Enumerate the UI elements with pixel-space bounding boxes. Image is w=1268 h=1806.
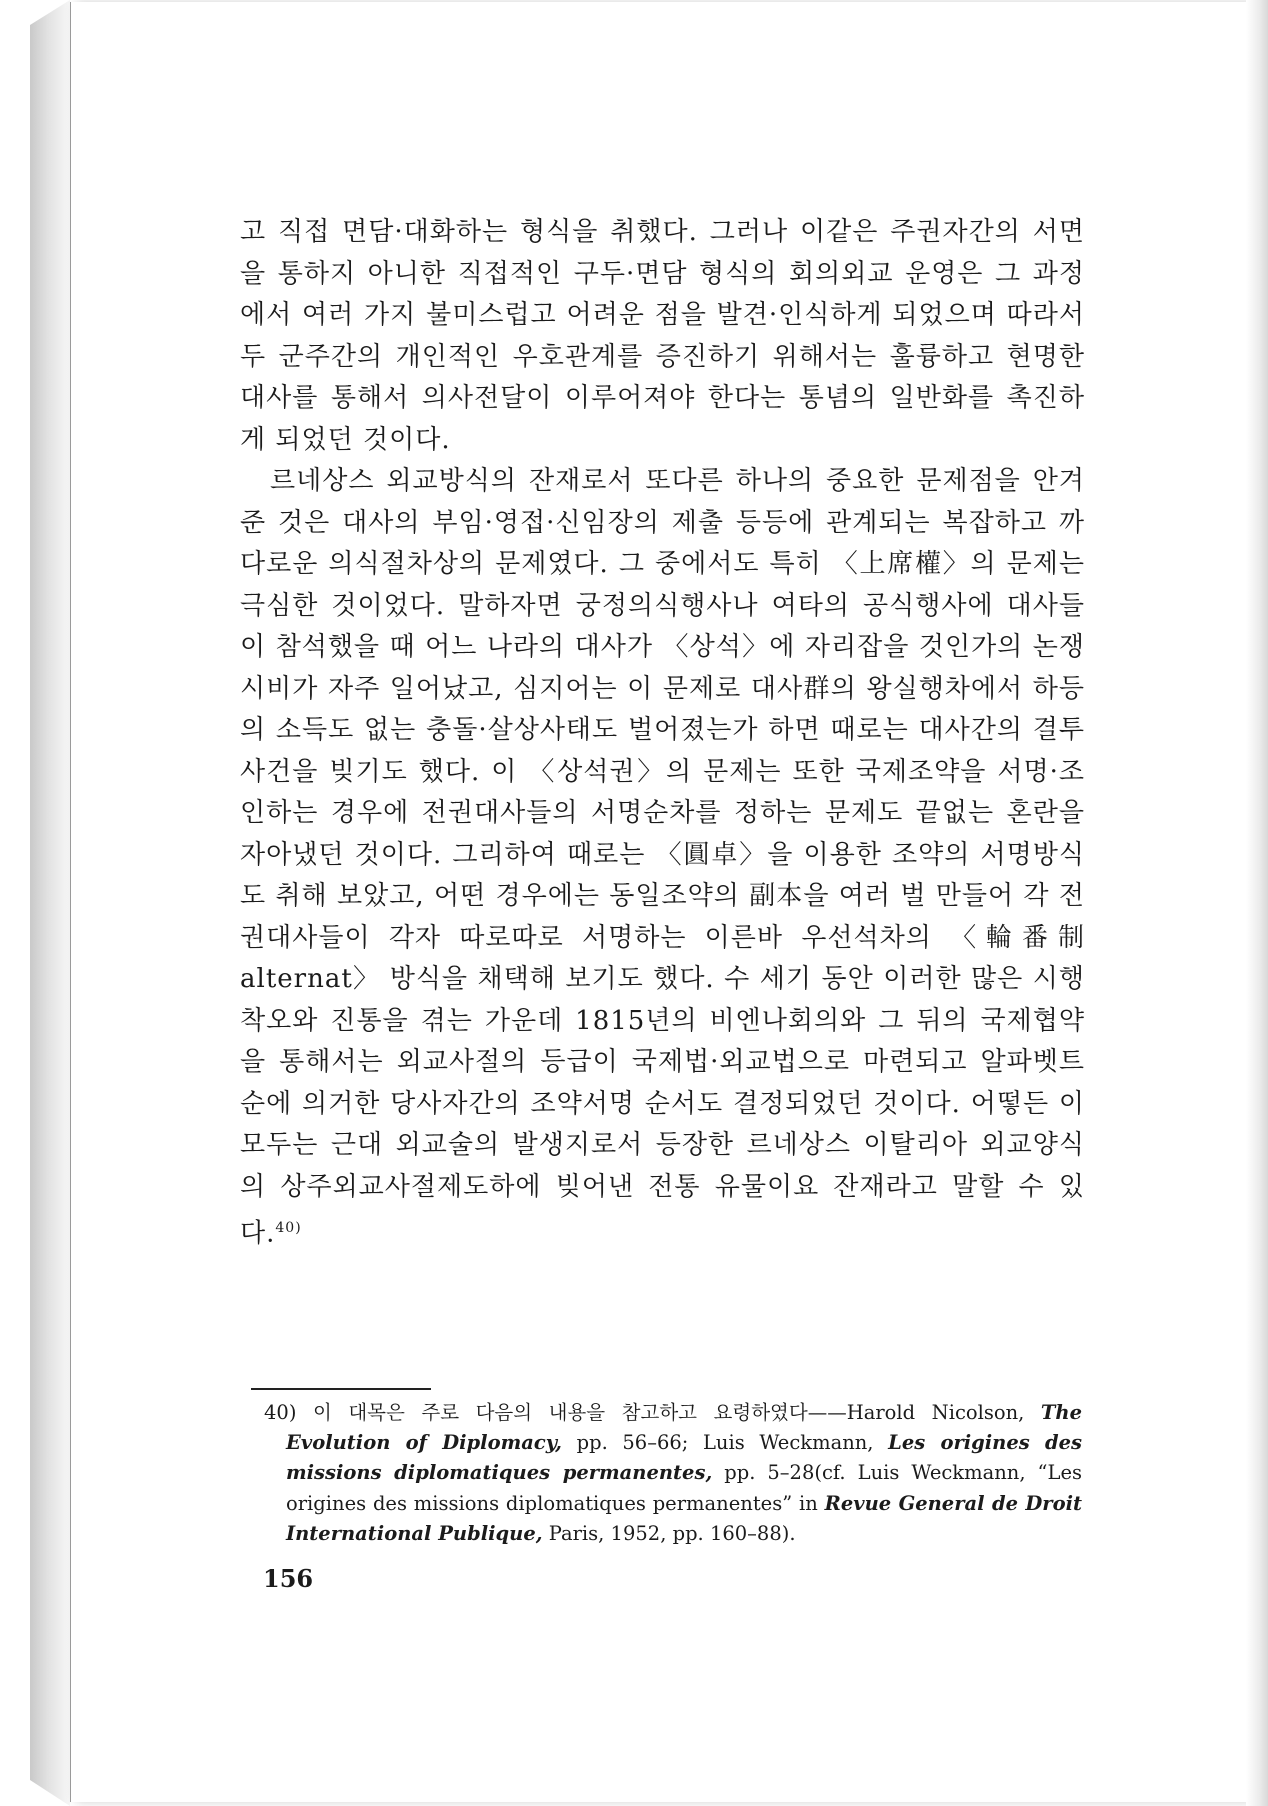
footnote-number: 40) <box>264 1401 297 1424</box>
footnote-rule <box>251 1388 431 1390</box>
footnote-part-3: pp. 5–28(cf. Luis Weckmann, “Les origines des missions diplomatiques permanentes” in <box>286 1461 1082 1515</box>
book-spine-edge <box>30 0 70 1806</box>
paragraph-2 <box>240 461 1085 1255</box>
footnote <box>264 1398 1082 1549</box>
page-number: 156 <box>263 1564 314 1593</box>
footnote-part-2: pp. 56–66; Luis Weckmann, <box>561 1431 889 1455</box>
paragraph-2-text: 르네상스 외교방식의 잔재로서 또다른 하나의 중요한 문제점을 안겨 준 것은 대사의 부임·영접·신임장의 제출 등등에 관계되는 복잡하고 까다로운 의식절차상의 문제였다. 그 중에서도 특히 〈上席權〉의 문제는 극심한 것이었다. 말하자면 궁정의식행사나 여타의 공식행사에 대사들이 참석했을 때 어느 나라의 대사가 〈상석〉에 자리잡을 것인가의 논쟁시비가 자주 일어났고, 심지어는 이 문제로 대사群의 왕실행차에서 하등의 소득도 없는 충돌·살상사태도 벌어졌는가 하면 때로는 대사간의 결투사건을 빚기도 했다. 이 〈상석권〉의 문제는 또한 국제조약을 서명·조인하는 경우에 전권대사들의 서명순차를 정하는 문제도 끝없는 혼란을 자아냈던 것이다. 그리하여 때로는 〈圓卓〉을 이용한 조약의 서명방식도 취해 보았고, 어떤 경우에는 동일조약의 副本을 여러 벌 만들어 각 전권대사들이 각자 따로따로 서명하는 이른바 우선석차의 〈輪番制 alternat〉 방식을 채택해 보기도 했다. 수 세기 동안 이러한 많은 시행착오와 진통을 겪는 가운데 1815년의 비엔나회의와 그 뒤의 국제협약을 통해서는 외교사절의 등급이 국제법·외교법으로 마련되고 알파벳트 순에 의거한 당사자간의 조약서명 순서도 결정되었던 것이다. 어떻든 이 모두는 근대 외교술의 발생지로서 등장한 르네상스 이탈리아 외교양식의 상주외교사절제도하에 빚어낸 전통 유물이요 잔재라고 말할 수 있다. <box>240 466 1085 1249</box>
main-body-text <box>240 212 1085 1255</box>
footnote-part-4: Paris, 1952, pp. 160–88). <box>542 1521 796 1545</box>
footnote-title-2: Les origines des missions diplomatiques permanentes, <box>286 1431 1082 1485</box>
footnote-title-3: Revue General de Droit International Publique, <box>286 1491 1083 1545</box>
footnote-title-1: The Evolution of Diplomacy, <box>286 1401 1082 1455</box>
footnote-text <box>264 1398 1082 1549</box>
paragraph-1: 고 직접 면담·대화하는 형식을 취했다. 그러나 이같은 주권자간의 서면을 통하지 아니한 직접적인 구두·면담 형식의 회의외교 운영은 그 과정에서 여러 가지 불미스럽고 어려운 점을 발견·인식하게 되었으며 따라서 두 군주간의 개인적인 우호관계를 증진하기 위해서는 훌륭하고 현명한 대사를 통해서 의사전달이 이루어져야 한다는 통념의 일반화를 촉진하게 되었던 것이다. <box>240 217 1085 455</box>
footnote-marker: 40) <box>275 1220 302 1236</box>
footnote-intro: 이 대목은 주로 다음의 내용을 참고하고 요령하였다——Harold Nicolson, <box>296 1401 1041 1424</box>
page-right-edge <box>1246 0 1268 1806</box>
